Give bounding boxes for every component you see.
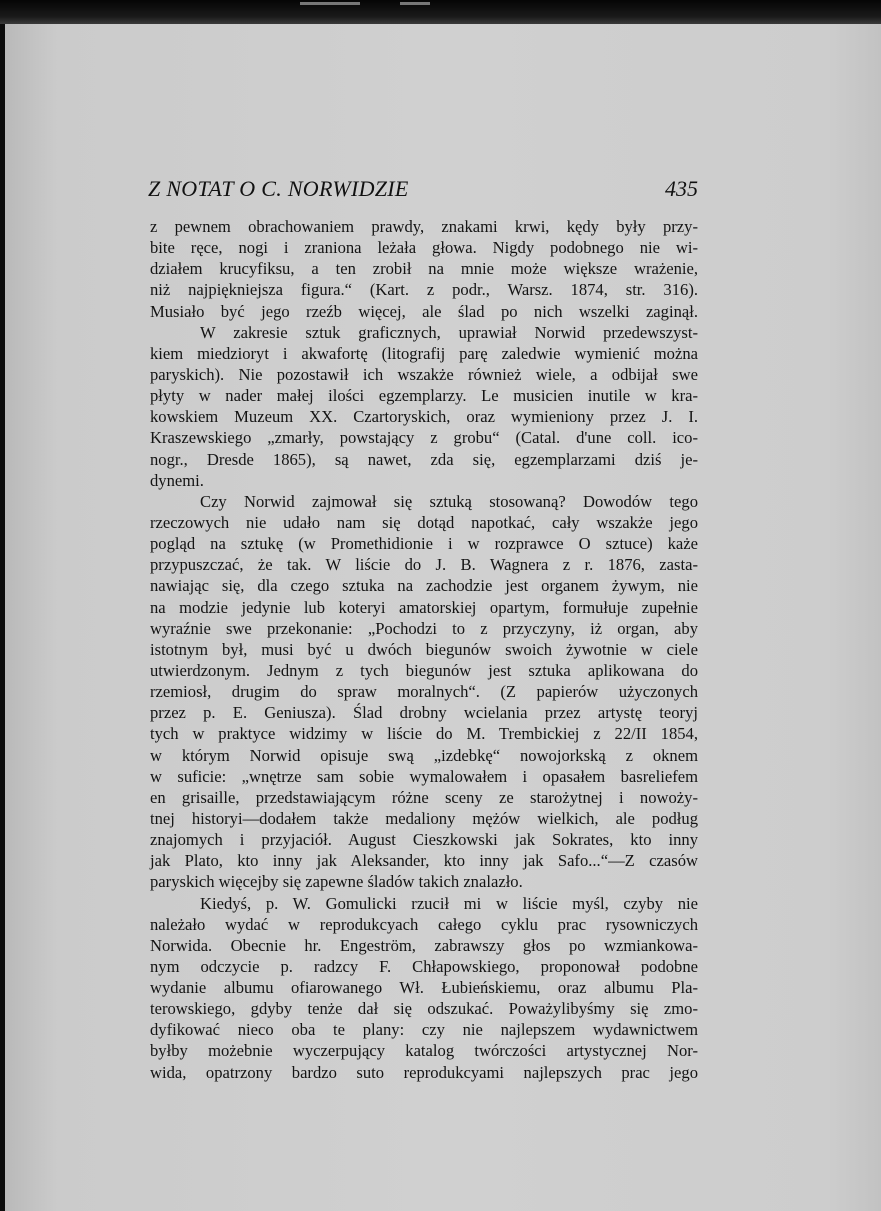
text-line: rzeczowych nie udało nam się dotąd napotkać, cały wszakże jego — [150, 512, 698, 532]
text-line: rzemiosł, drugim do spraw moralnych“. (Z papierów użyczonych — [150, 682, 698, 702]
text-line: pogląd na sztukę (w Promethidionie i w rozprawce O sztuce) każe — [150, 534, 698, 554]
text-line: przez p. E. Geniusza). Ślad drobny wcielania przez artystę teoryj — [150, 703, 698, 723]
text-line: nym odczycie p. radzcy F. Chłapowskiego, proponował podobne — [150, 956, 698, 976]
text-line: tych w praktyce widzimy w liście do M. Trembickiej z 22/II 1854, — [150, 724, 698, 744]
page-header — [148, 176, 698, 206]
text-line: płyty w nader małej ilości egzemplarzy. Le musicien inutile w kra- — [150, 386, 698, 406]
text-line: w którym Norwid opisuje swą „izdebkę“ nowojorkską z oknem — [150, 745, 698, 765]
text-line: Czy Norwid zajmował się sztuką stosowaną? Dowodów tego — [200, 491, 698, 511]
scan-artifact — [300, 2, 360, 5]
text-line: należało wydać w reprodukcyach całego cyklu prac rysowniczych — [150, 914, 698, 934]
text-line: kowskiem Muzeum XX. Czartoryskich, oraz wymieniony przez J. I. — [150, 407, 698, 427]
text-line: wyraźnie swe przekonanie: „Pochodzi to z przyczyny, iż organ, aby — [150, 618, 698, 638]
text-line: niż najpiękniejsza figura.“ (Kart. z podr., Warsz. 1874, str. 316). — [150, 280, 698, 300]
text-line: tnej historyi—dodałem także medaliony mężów wielkich, ale podług — [150, 808, 698, 828]
text-line: en grisaille, przedstawiającym różne sceny ze starożytnej i nowoży- — [150, 787, 698, 807]
text-line: dyfikować nieco oba te plany: czy nie najlepszem wydawnictwem — [150, 1020, 698, 1040]
text-line: byłby możebnie wyczerpujący katalog twórczości artystycznej Nor- — [150, 1041, 698, 1061]
text-line: utwierdzonym. Jednym z tych biegunów jest sztuka aplikowana do — [150, 660, 698, 680]
text-line: na modzie jedynie lub koteryi amatorskiej opartym, formułuje zupełnie — [150, 597, 698, 617]
scan-top-edge — [0, 0, 881, 24]
text-line: wydanie albumu ofiarowanego Wł. Łubieńskiemu, oraz albumu Pla- — [150, 978, 698, 998]
text-line: znajomych i przyjaciół. August Cieszkowski jak Sokrates, kto inny — [150, 830, 698, 850]
text-line: bite ręce, nogi i zraniona leżała głowa. Nigdy podobnego nie wi- — [150, 238, 698, 258]
text-line: jak Plato, kto inny jak Aleksander, kto inny jak Safo...“—Z czasów — [150, 851, 698, 871]
page-number: 435 — [665, 176, 698, 201]
text-line: istotnym był, musi być u dwóch biegunów swoich żywotnie w ciele — [150, 639, 698, 659]
scan-artifact — [400, 2, 430, 5]
text-line: W zakresie sztuk graficznych, uprawiał Norwid przedewszyst- — [200, 322, 698, 342]
text-line: terowskiego, gdyby tenże dał się odszukać. Poważylibyśmy się zmo- — [150, 999, 698, 1019]
text-line: Norwida. Obecnie hr. Engeström, zabrawszy głos po wzmiankowa- — [150, 935, 698, 955]
running-title: Z NOTAT O C. NORWIDZIE — [148, 176, 409, 201]
text-line: przypuszczać, że tak. W liście do J. B. Wagnera z r. 1876, zasta- — [150, 555, 698, 575]
text-line: Kiedyś, p. W. Gomulicki rzucił mi w liście myśl, czyby nie — [200, 893, 698, 913]
text-line: działem krucyfiksu, a ten zrobił na mnie może większe wrażenie, — [150, 259, 698, 279]
text-line: nawiając się, dla czego sztuka na zachodzie jest organem żywym, nie — [150, 576, 698, 596]
text-line: nogr., Dresde 1865), są nawet, zda się, egzemplarzami dziś je- — [150, 449, 698, 469]
text-line: z pewnem obrachowaniem prawdy, znakami krwi, kędy były przy- — [150, 217, 698, 236]
text-line: wida, opatrzony bardzo suto reprodukcyami najlepszych prac jego — [150, 1062, 698, 1082]
text-line: Musiało być jego rzeźb więcej, ale ślad po nich wszelki zaginął. — [150, 301, 698, 321]
text-line: dynemi. — [150, 470, 204, 490]
body-text — [150, 216, 698, 1083]
text-line: paryskich więcejby się zapewne śladów takich znalazło. — [150, 872, 523, 892]
text-line: w suficie: „wnętrze sam sobie wymalowałem i opasałem basreliefem — [150, 766, 698, 786]
text-line: paryskich). Nie pozostawił ich wszakże również wiele, a odbijał swe — [150, 364, 698, 384]
text-line: kiem miedzioryt i akwafortę (litografij parę zaledwie wymienić można — [150, 343, 698, 363]
text-line: Kraszewskiego „zmarły, powstający z grobu“ (Catal. d'une coll. ico- — [150, 428, 698, 448]
